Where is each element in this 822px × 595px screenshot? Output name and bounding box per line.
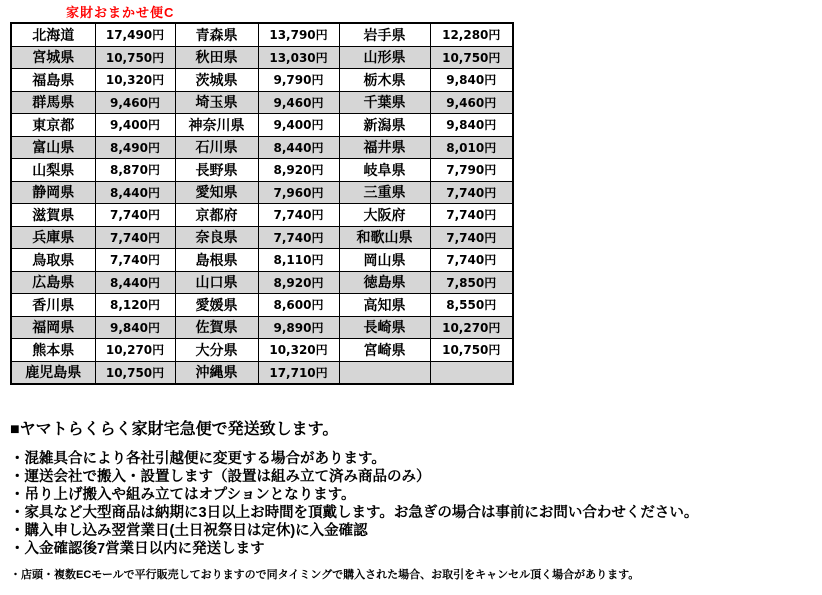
prefecture-cell: 沖縄県 — [175, 361, 258, 384]
table-row — [11, 46, 513, 69]
prefecture-cell: 兵庫県 — [11, 226, 95, 249]
table-row — [11, 249, 513, 272]
prefecture-cell: 宮崎県 — [339, 339, 430, 362]
shipping-service-title: 家財おまかせ便C — [66, 5, 175, 20]
shipping-table-body — [11, 23, 513, 384]
prefecture-cell: 長野県 — [175, 159, 258, 182]
prefecture-cell: 佐賀県 — [175, 316, 258, 339]
price-cell: 13,030円 — [258, 46, 339, 69]
table-row — [11, 136, 513, 159]
price-cell: 8,870円 — [95, 159, 175, 182]
price-cell: 9,840円 — [95, 316, 175, 339]
prefecture-cell: 東京都 — [11, 114, 95, 137]
price-cell: 10,270円 — [430, 316, 513, 339]
prefecture-cell: 石川県 — [175, 136, 258, 159]
price-cell: 9,840円 — [430, 69, 513, 92]
price-cell: 7,740円 — [95, 249, 175, 272]
prefecture-cell: 富山県 — [11, 136, 95, 159]
prefecture-cell: 長崎県 — [339, 316, 430, 339]
prefecture-cell: 広島県 — [11, 271, 95, 294]
prefecture-cell: 山形県 — [339, 46, 430, 69]
price-cell: 17,710円 — [258, 361, 339, 384]
prefecture-cell — [339, 361, 430, 384]
price-cell: 7,740円 — [258, 204, 339, 227]
price-cell: 8,490円 — [95, 136, 175, 159]
note-item: ・家具など大型商品は納期に3日以上お時間を頂戴します。お急ぎの場合は事前にお問い合わせください。 — [10, 505, 699, 521]
prefecture-cell: 大阪府 — [339, 204, 430, 227]
notes-heading: ■ヤマトらくらく家財宅急便で発送致します。 — [10, 421, 339, 438]
prefecture-cell: 高知県 — [339, 294, 430, 317]
price-cell: 10,320円 — [95, 69, 175, 92]
price-cell: 7,790円 — [430, 159, 513, 182]
table-row — [11, 181, 513, 204]
table-row — [11, 271, 513, 294]
price-cell: 8,440円 — [95, 271, 175, 294]
prefecture-cell: 福井県 — [339, 136, 430, 159]
prefecture-cell: 福島県 — [11, 69, 95, 92]
price-cell: 10,320円 — [258, 339, 339, 362]
prefecture-cell: 京都府 — [175, 204, 258, 227]
prefecture-cell: 神奈川県 — [175, 114, 258, 137]
table-row — [11, 159, 513, 182]
price-cell: 8,120円 — [95, 294, 175, 317]
price-cell: 8,920円 — [258, 271, 339, 294]
table-row — [11, 91, 513, 114]
prefecture-cell: 福岡県 — [11, 316, 95, 339]
price-cell: 7,740円 — [430, 204, 513, 227]
prefecture-cell: 熊本県 — [11, 339, 95, 362]
price-cell: 8,440円 — [258, 136, 339, 159]
table-row — [11, 361, 513, 384]
prefecture-cell: 秋田県 — [175, 46, 258, 69]
prefecture-cell: 愛知県 — [175, 181, 258, 204]
prefecture-cell: 愛媛県 — [175, 294, 258, 317]
prefecture-cell: 鳥取県 — [11, 249, 95, 272]
price-cell: 9,890円 — [258, 316, 339, 339]
price-cell: 8,600円 — [258, 294, 339, 317]
prefecture-cell: 三重県 — [339, 181, 430, 204]
price-cell: 8,920円 — [258, 159, 339, 182]
price-cell: 9,460円 — [258, 91, 339, 114]
prefecture-cell: 和歌山県 — [339, 226, 430, 249]
prefecture-cell: 島根県 — [175, 249, 258, 272]
price-cell: 17,490円 — [95, 23, 175, 46]
note-item: ・混雑具合により各社引越便に変更する場合があります。 — [10, 451, 386, 467]
prefecture-cell: 奈良県 — [175, 226, 258, 249]
table-row — [11, 204, 513, 227]
shipping-fee-table — [10, 22, 514, 385]
prefecture-cell: 香川県 — [11, 294, 95, 317]
price-cell: 7,740円 — [95, 204, 175, 227]
prefecture-cell: 埼玉県 — [175, 91, 258, 114]
prefecture-cell: 徳島県 — [339, 271, 430, 294]
table-row — [11, 69, 513, 92]
price-cell: 10,270円 — [95, 339, 175, 362]
price-cell: 8,010円 — [430, 136, 513, 159]
price-cell: 8,440円 — [95, 181, 175, 204]
prefecture-cell: 栃木県 — [339, 69, 430, 92]
price-cell: 7,740円 — [95, 226, 175, 249]
prefecture-cell: 宮城県 — [11, 46, 95, 69]
prefecture-cell: 新潟県 — [339, 114, 430, 137]
prefecture-cell: 大分県 — [175, 339, 258, 362]
prefecture-cell: 青森県 — [175, 23, 258, 46]
price-cell: 9,400円 — [95, 114, 175, 137]
price-cell: 7,960円 — [258, 181, 339, 204]
notes-section — [10, 416, 815, 593]
price-cell: 10,750円 — [430, 46, 513, 69]
price-cell: 10,750円 — [95, 361, 175, 384]
table-row — [11, 339, 513, 362]
price-cell: 7,740円 — [430, 226, 513, 249]
prefecture-cell: 鹿児島県 — [11, 361, 95, 384]
prefecture-cell: 滋賀県 — [11, 204, 95, 227]
price-cell: 7,740円 — [430, 249, 513, 272]
prefecture-cell: 岐阜県 — [339, 159, 430, 182]
prefecture-cell: 静岡県 — [11, 181, 95, 204]
prefecture-cell: 千葉県 — [339, 91, 430, 114]
price-cell: 9,840円 — [430, 114, 513, 137]
prefecture-cell: 群馬県 — [11, 91, 95, 114]
price-cell: 10,750円 — [430, 339, 513, 362]
note-item: ・運送会社で搬入・設置します（設置は組み立て済み商品のみ） — [10, 469, 431, 485]
prefecture-cell: 茨城県 — [175, 69, 258, 92]
note-item: ・入金確認後7営業日以内に発送します — [10, 541, 265, 557]
price-cell: 7,740円 — [258, 226, 339, 249]
price-cell: 13,790円 — [258, 23, 339, 46]
price-cell: 8,550円 — [430, 294, 513, 317]
price-cell: 7,740円 — [430, 181, 513, 204]
table-row — [11, 294, 513, 317]
prefecture-cell: 山口県 — [175, 271, 258, 294]
price-cell: 12,280円 — [430, 23, 513, 46]
small-note: ・店頭・複数ECモールで平行販売しておりますので同タイミングで購入された場合、お取引をキャンセル頂く場合があります。 — [10, 569, 640, 581]
prefecture-cell: 北海道 — [11, 23, 95, 46]
price-cell: 10,750円 — [95, 46, 175, 69]
notes-list — [10, 450, 815, 558]
table-row — [11, 114, 513, 137]
price-cell: 7,850円 — [430, 271, 513, 294]
table-row — [11, 226, 513, 249]
price-cell: 8,110円 — [258, 249, 339, 272]
prefecture-cell: 岩手県 — [339, 23, 430, 46]
price-cell — [430, 361, 513, 384]
price-cell: 9,460円 — [430, 91, 513, 114]
prefecture-cell: 山梨県 — [11, 159, 95, 182]
table-row — [11, 23, 513, 46]
note-item: ・購入申し込み翌営業日(土日祝祭日は定休)に入金確認 — [10, 523, 368, 539]
note-item: ・吊り上げ搬入や組み立てはオプションとなります。 — [10, 487, 356, 503]
price-cell: 9,460円 — [95, 91, 175, 114]
price-cell: 9,400円 — [258, 114, 339, 137]
price-cell: 9,790円 — [258, 69, 339, 92]
table-row — [11, 316, 513, 339]
prefecture-cell: 岡山県 — [339, 249, 430, 272]
